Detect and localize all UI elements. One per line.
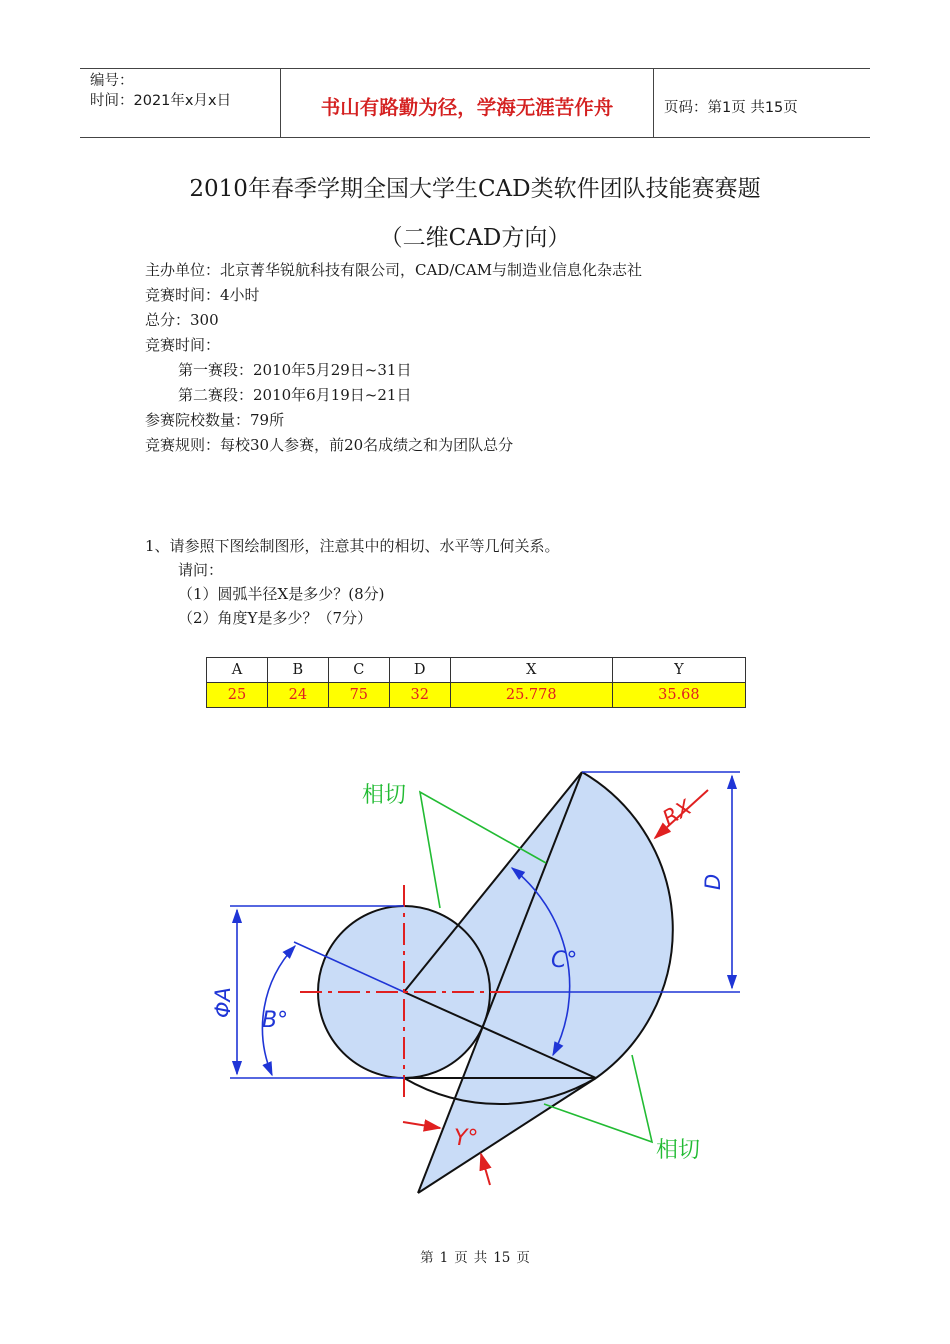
header-number: 编号： <box>90 73 134 89</box>
header-time: 时间：2021年x月x日 <box>90 93 232 109</box>
info-stage-1: 第一赛段：2010年5月29日~31日 <box>178 361 412 379</box>
info-rules: 竞赛规则：每校30人参赛，前20名成绩之和为团队总分 <box>145 436 514 454</box>
table-value-d: 32 <box>389 683 450 708</box>
table-value-c: 75 <box>328 683 389 708</box>
header-page: 页码：第1页 共15页 <box>664 99 798 116</box>
info-duration: 竞赛时间：4小时 <box>145 286 260 304</box>
footer-gong: 共 <box>473 1250 488 1266</box>
info-schedule-label: 竞赛时间： <box>145 336 221 354</box>
label-tangent-bottom: 相切 <box>656 1138 701 1163</box>
info-stage-2: 第二赛段：2010年6月19日~21日 <box>178 386 412 404</box>
info-schools: 参赛院校数量：79所 <box>145 411 285 429</box>
footer-ye-2: 页 <box>516 1250 530 1266</box>
question-1: （1）圆弧半径X是多少？(8分) <box>178 585 385 603</box>
doc-subtitle: （二维CAD方向） <box>379 225 571 251</box>
table-value-a: 25 <box>207 683 268 708</box>
label-phi-a: ΦA <box>211 987 235 1018</box>
question-ask: 请问： <box>178 561 224 579</box>
label-rx: RX <box>658 795 696 831</box>
info-organizer: 主办单位：北京菁华锐航科技有限公司，CAD/CAM与制造业信息化杂志社 <box>145 261 643 279</box>
table-value-b: 24 <box>267 683 328 708</box>
footer-di: 第 <box>420 1250 434 1266</box>
doc-title: 2010年春季学期全国大学生CAD类软件团队技能赛赛题 <box>189 176 761 202</box>
label-y: Y° <box>454 1126 479 1151</box>
table-header-d: D <box>389 658 450 683</box>
table-header-x: X <box>450 658 612 683</box>
label-b: B° <box>262 1008 289 1033</box>
footer-page-number: 1 <box>439 1250 449 1266</box>
question-2: （2）角度Y是多少？（7分） <box>178 609 372 627</box>
table-value-x: 25.778 <box>450 683 612 708</box>
table-header-b: B <box>267 658 328 683</box>
table-header-c: C <box>328 658 389 683</box>
footer-total-pages: 15 <box>493 1250 511 1266</box>
info-total-score: 总分：300 <box>145 311 219 329</box>
table-header-a: A <box>207 658 268 683</box>
footer-ye: 页 <box>454 1250 468 1266</box>
label-d: D <box>701 873 725 890</box>
label-c: C° <box>551 948 578 973</box>
question-stem: 1、请参照下图绘制图形，注意其中的相切、水平等几何关系。 <box>145 537 560 555</box>
page-footer <box>0 1246 950 1266</box>
label-tangent-top: 相切 <box>362 783 407 808</box>
header-motto: 书山有路勤为径，学海无涯苦作舟 <box>281 69 654 137</box>
table-header-y: Y <box>612 658 745 683</box>
table-value-y: 35.68 <box>612 683 745 708</box>
